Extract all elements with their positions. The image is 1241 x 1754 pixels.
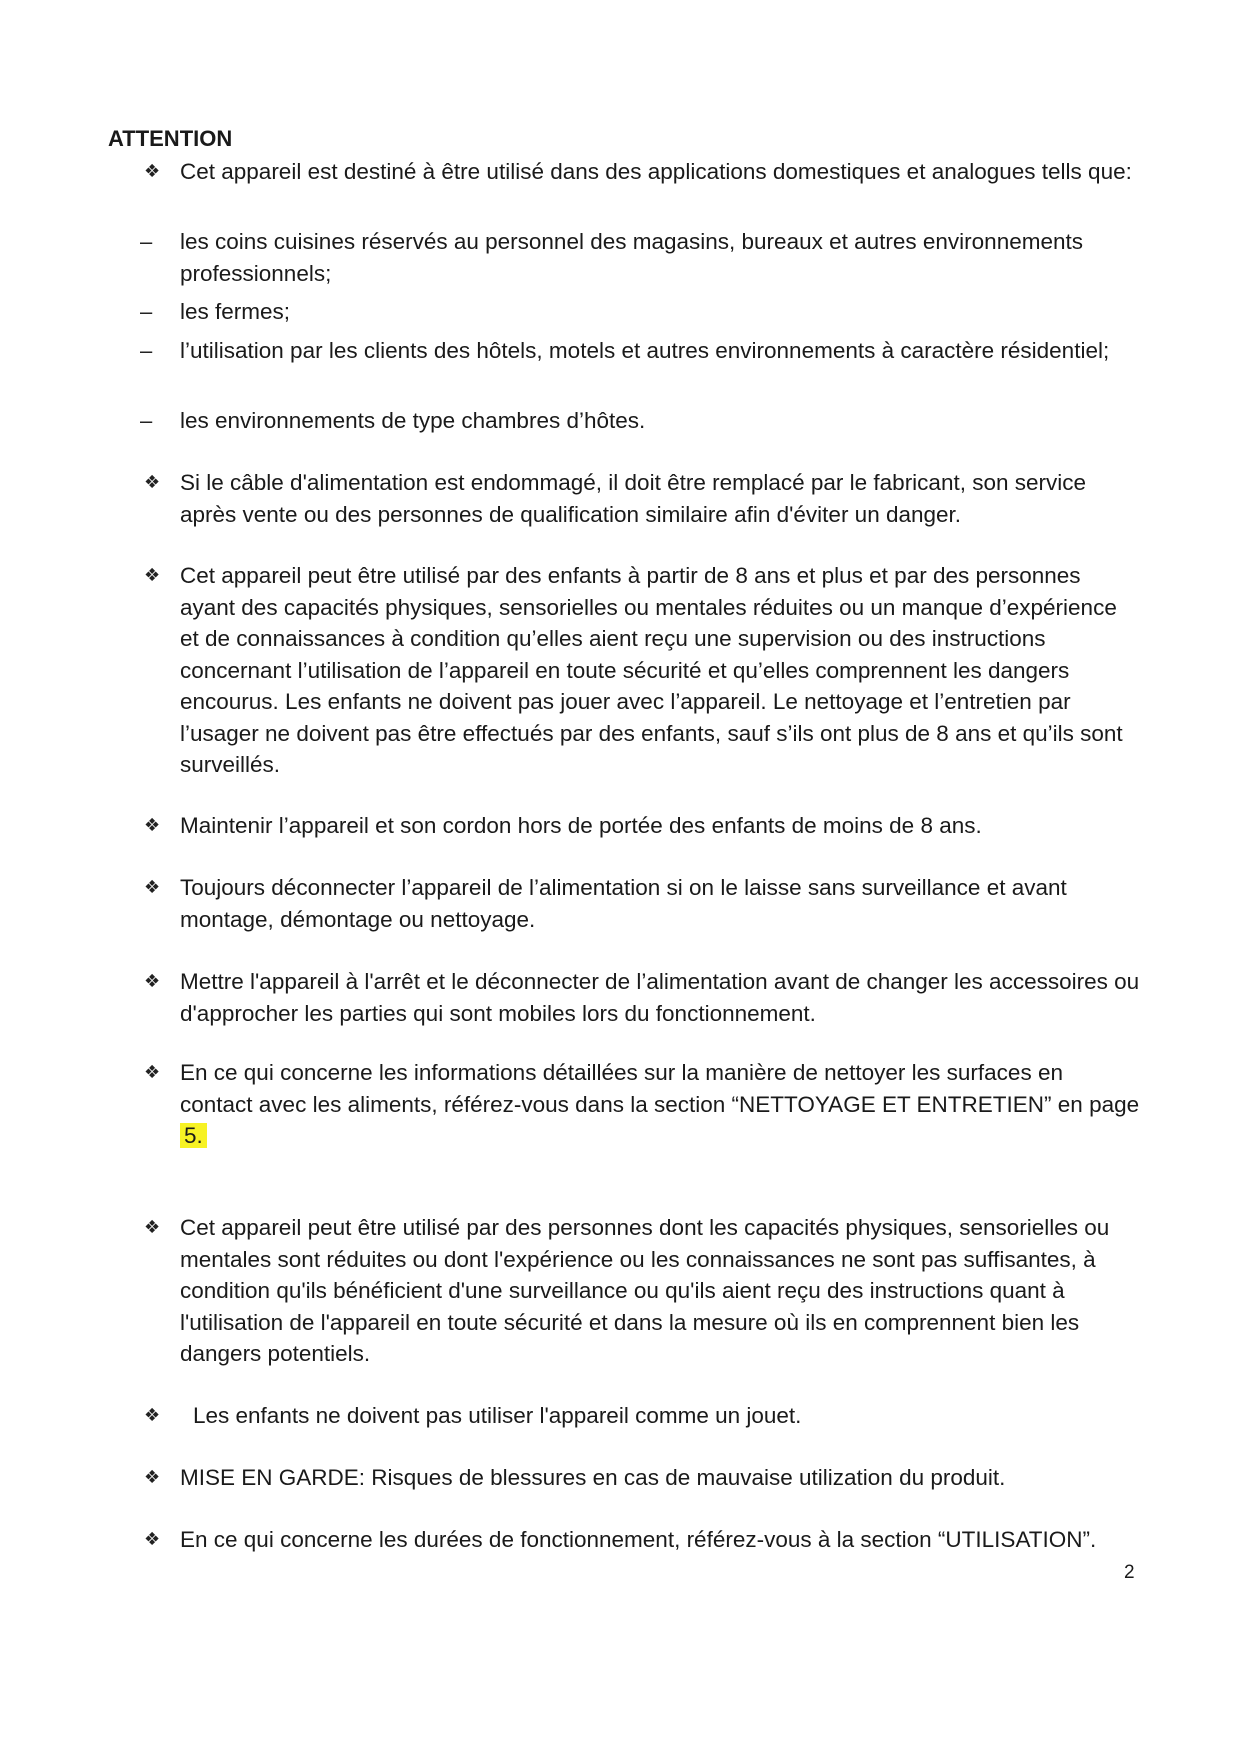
- sub-item-text: les coins cuisines réservés au personnel des magasins, bureaux et autres environnements professionnels;: [180, 229, 1083, 286]
- diamond-bullet-icon: ❖: [144, 472, 161, 492]
- diamond-bullet-icon: ❖: [144, 1217, 161, 1237]
- dash-bullet-icon: –: [140, 338, 153, 363]
- sub-item: [140, 335, 1140, 367]
- sub-item: [140, 226, 1140, 289]
- page-number: 2: [1124, 1562, 1135, 1583]
- diamond-bullet-icon: ❖: [144, 1062, 161, 1082]
- bullet-text: Mettre l'appareil à l'arrêt et le déconnecter de l’alimentation avant de changer les accessoires ou d'approcher les parties qui sont mobiles lors du fonctionnement.: [180, 969, 1140, 1026]
- bullet-text: Toujours déconnecter l’appareil de l’alimentation si on le laisse sans surveillance et avant montage, démontage ou nettoyage.: [180, 875, 1067, 932]
- diamond-bullet-icon: ❖: [144, 971, 161, 991]
- diamond-bullet-icon: ❖: [144, 877, 161, 897]
- bullet-text: Cet appareil est destiné à être utilisé dans des applications domestiques et analogues tells que:: [180, 159, 1132, 184]
- bullet-item: [144, 1400, 1153, 1432]
- page-reference-highlight: 5.: [180, 1123, 207, 1148]
- sub-item-text: les fermes;: [180, 299, 291, 324]
- dash-bullet-icon: –: [140, 299, 153, 324]
- attention-heading: ATTENTION: [108, 126, 233, 151]
- diamond-bullet-icon: ❖: [144, 565, 161, 585]
- sub-item-text: les environnements de type chambres d’hôtes.: [180, 408, 646, 433]
- diamond-bullet-icon: ❖: [144, 1405, 161, 1425]
- bullet-item-intro: [144, 156, 1140, 188]
- diamond-bullet-icon: ❖: [144, 1529, 161, 1549]
- diamond-bullet-icon: ❖: [144, 1467, 161, 1487]
- bullet-text: En ce qui concerne les durées de fonctionnement, référez-vous à la section “UTILISATION”.: [180, 1527, 1097, 1552]
- bullet-text: En ce qui concerne les informations détaillées sur la manière de nettoyer les surfaces en contact avec les aliments, référez-vous dans la section “NETTOYAGE ET ENTRETIEN” en page: [180, 1060, 1140, 1117]
- bullet-text: Si le câble d'alimentation est endommagé, il doit être remplacé par le fabricant, son service après vente ou des personnes de qualification similaire afin d'éviter un danger.: [180, 470, 1087, 527]
- bullet-item: [144, 467, 1140, 530]
- bullet-text: Maintenir l’appareil et son cordon hors de portée des enfants de moins de 8 ans.: [180, 813, 982, 838]
- bullet-item: [144, 1524, 1140, 1556]
- bullet-item: [144, 1462, 1140, 1494]
- diamond-bullet-icon: ❖: [144, 815, 161, 835]
- diamond-bullet-icon: ❖: [144, 161, 161, 181]
- sub-item: [140, 296, 1140, 328]
- bullet-item: [144, 560, 1140, 781]
- bullet-text: Cet appareil peut être utilisé par des enfants à partir de 8 ans et plus et par des personnes ayant des capacités physiques, sensorielles ou mentales réduites ou un manque d’expérience et de connaissances à condition qu’elles aient reçu une supervision ou des instructions concernant l’utilisation de l’appareil en toute sécurité et qu’elles comprennent les dangers encourus. Les enfants ne doivent pas jouer avec l’appareil. Le nettoyage et l’entretien par l’usager ne doivent pas être effectués par des enfants, sauf s’ils ont plus de 8 ans et qu’ils sont surveillés.: [180, 563, 1123, 777]
- bullet-text: Cet appareil peut être utilisé par des personnes dont les capacités physiques, sensorielles ou mentales sont réduites ou dont l'expérience ou les connaissances ne sont pas suffisantes, à condition qu'ils bénéficient d'une surveillance ou qu'ils aient reçu des instructions quant à l'utilisation de l'appareil en toute sécurité et dans la mesure où ils en comprennent bien les dangers potentiels.: [180, 1215, 1110, 1366]
- sub-item: [140, 405, 1140, 437]
- bullet-item: [144, 966, 1140, 1029]
- bullet-text: MISE EN GARDE: Risques de blessures en cas de mauvaise utilization du produit.: [180, 1465, 1006, 1490]
- bullet-text: Les enfants ne doivent pas utiliser l'appareil comme un jouet.: [193, 1403, 802, 1428]
- bullet-item: [144, 1057, 1140, 1152]
- bullet-item: [144, 872, 1140, 935]
- bullet-item: [144, 810, 1140, 842]
- dash-bullet-icon: –: [140, 408, 153, 433]
- bullet-item: [144, 1212, 1140, 1370]
- sub-item-text: l’utilisation par les clients des hôtels, motels et autres environnements à caractère résidentiel;: [180, 338, 1110, 363]
- dash-bullet-icon: –: [140, 229, 153, 254]
